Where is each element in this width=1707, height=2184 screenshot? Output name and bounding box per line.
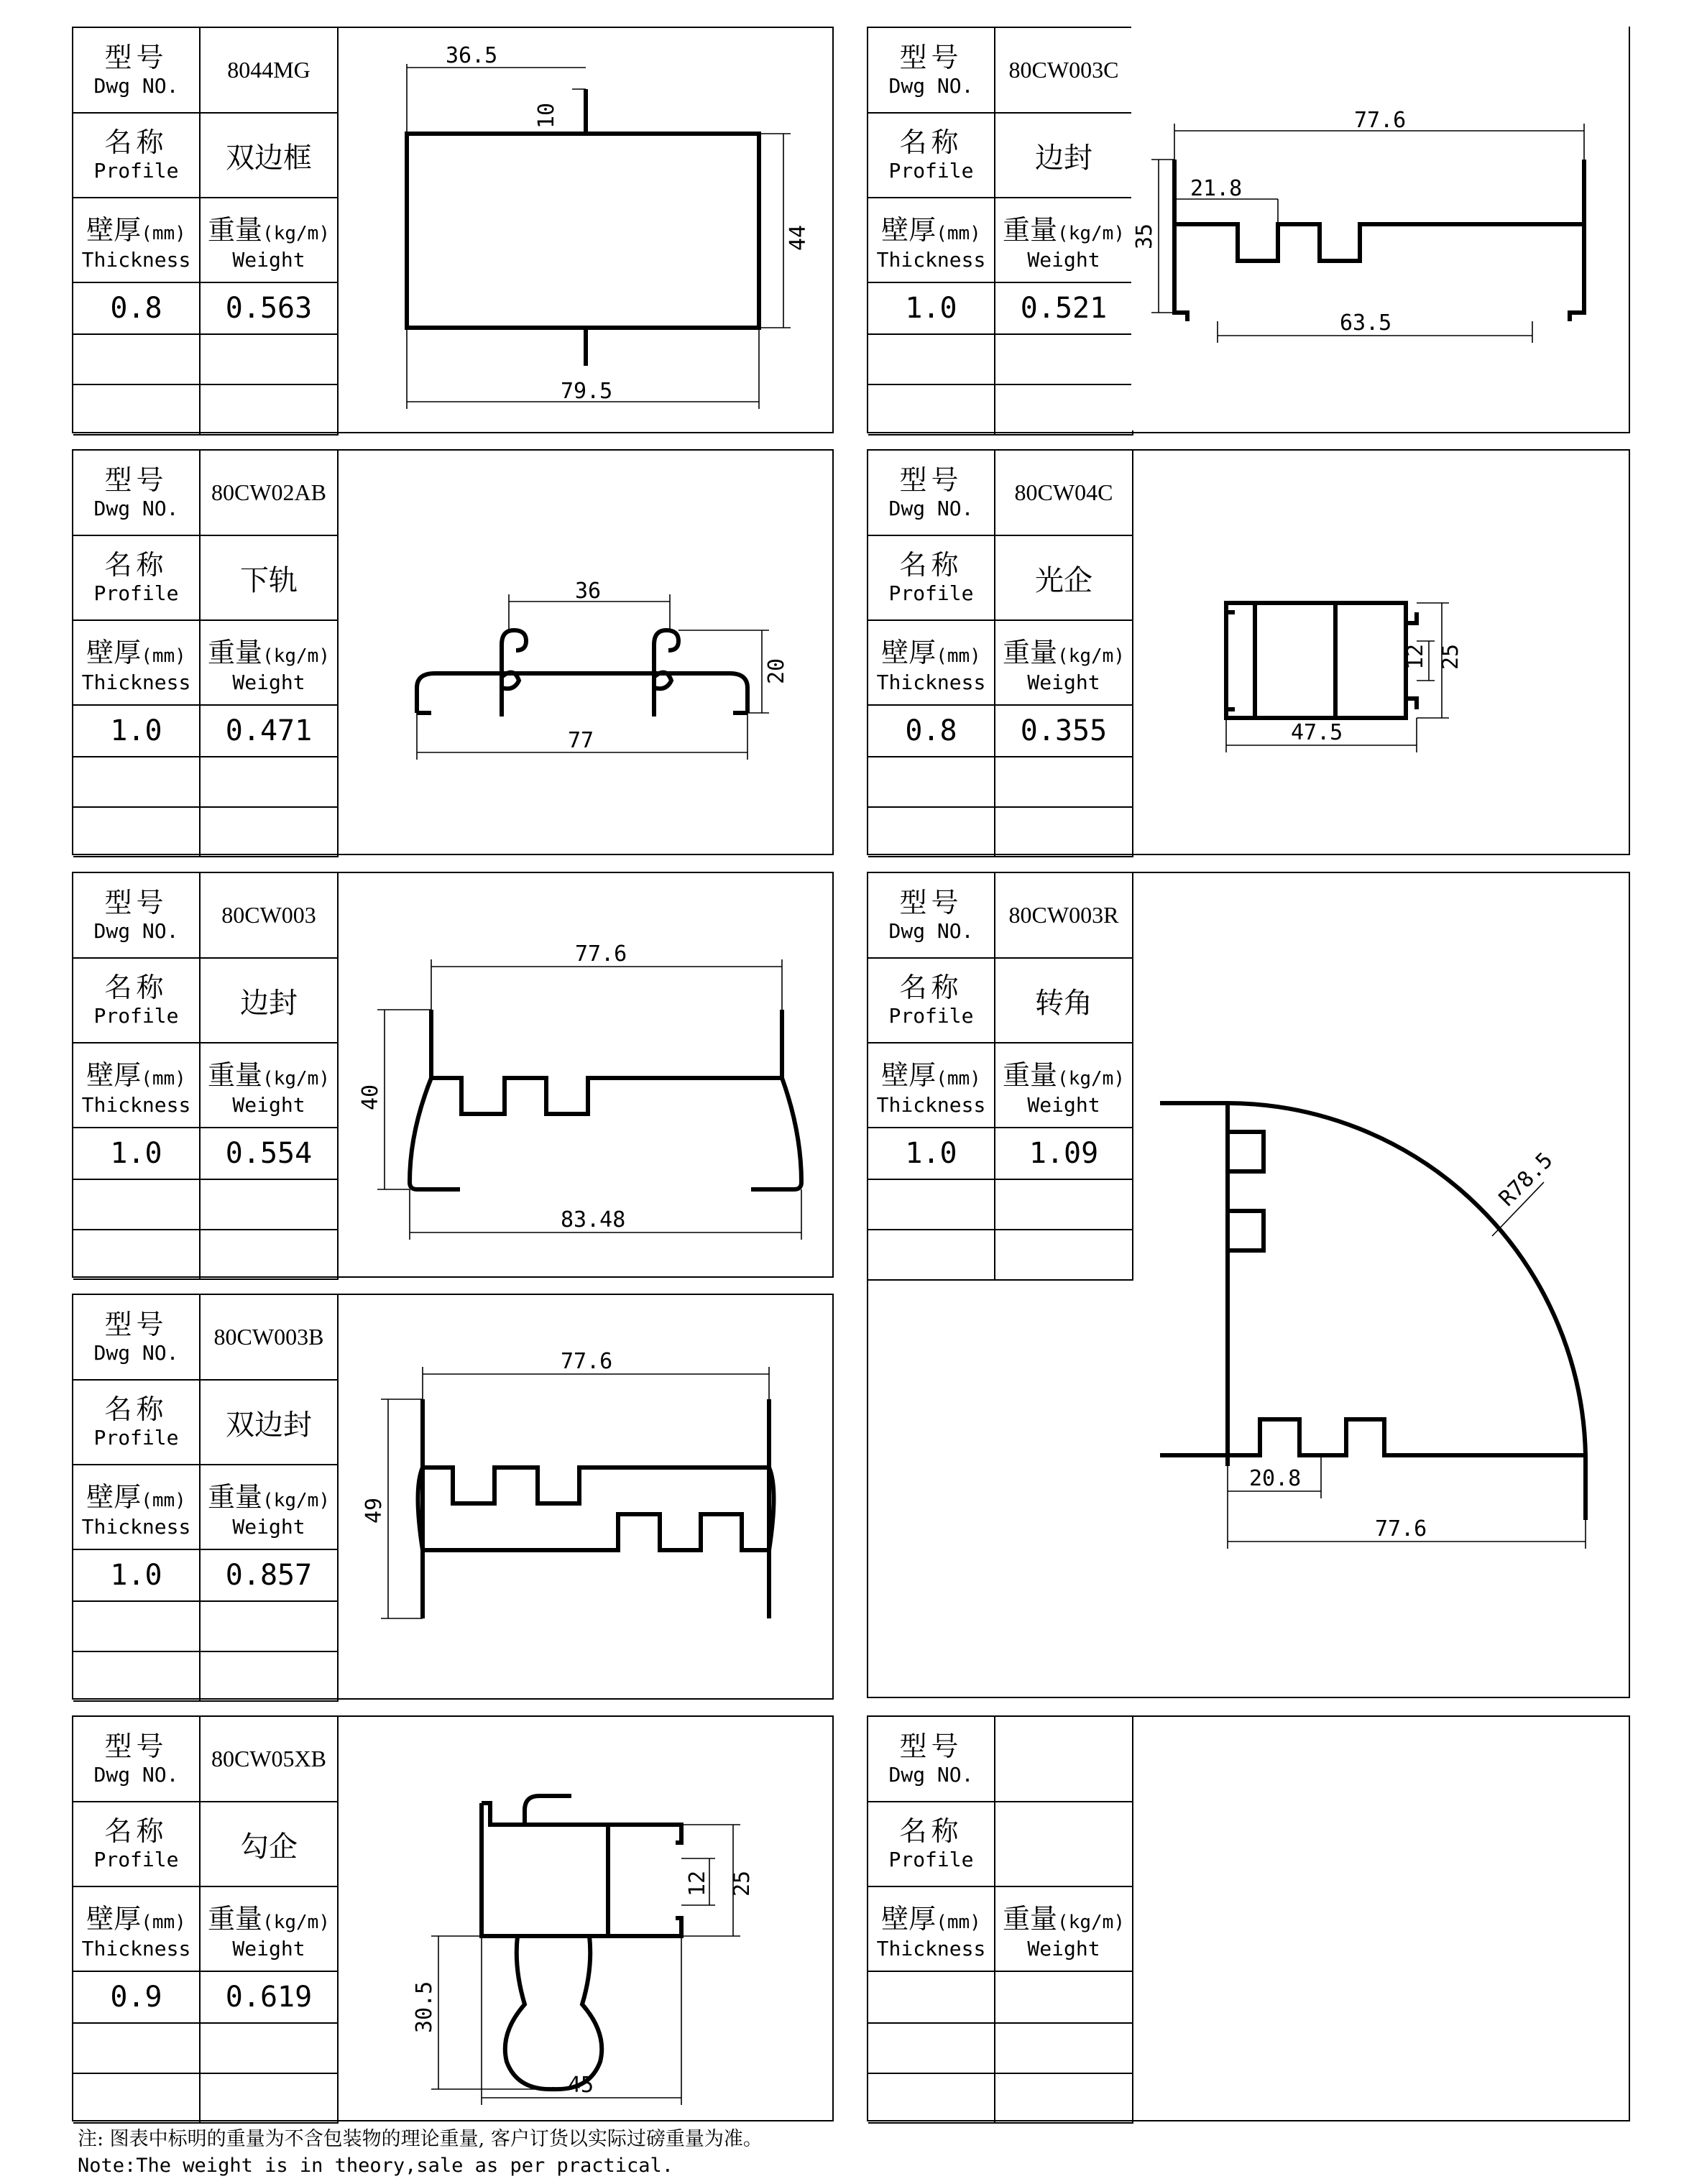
thickness-label: 壁厚(mm) Thickness xyxy=(868,620,995,705)
dim-width: 77.6 xyxy=(561,1349,613,1374)
dim-rail-spacing: 36 xyxy=(575,579,602,604)
dwg-no-label: 型号 Dwg NO. xyxy=(868,28,995,113)
profile-drawing xyxy=(868,873,1629,1697)
dim-outer-height: 25 xyxy=(1438,643,1463,670)
weight-label: 重量(kg/m) Weight xyxy=(995,198,1133,282)
dwg-no-value: 8044MG xyxy=(200,28,338,113)
empty-cell xyxy=(995,2023,1133,2073)
dim-height: 49 xyxy=(362,1497,387,1524)
profile-drawing xyxy=(338,28,834,432)
empty-cell xyxy=(73,757,200,807)
empty-cell xyxy=(200,1179,338,1230)
weight-label: 重量(kg/m) Weight xyxy=(995,1886,1133,1971)
profile-value: 边封 xyxy=(200,958,338,1043)
profile-label: 名称 Profile xyxy=(868,958,995,1043)
profile-card-80cw003b xyxy=(72,1294,834,1700)
dim-width: 45 xyxy=(568,2073,594,2098)
dwg-no-label: 型号 Dwg NO. xyxy=(73,873,200,958)
dwg-no-label: 型号 Dwg NO. xyxy=(868,451,995,535)
empty-cell xyxy=(73,2023,200,2073)
thickness-label: 壁厚(mm) Thickness xyxy=(73,1043,200,1128)
profile-value: 双边封 xyxy=(200,1380,338,1465)
profile-card-80cw05xb xyxy=(72,1715,834,2121)
dwg-no-value: 80CW003 xyxy=(200,873,338,958)
thickness-value: 1.0 xyxy=(868,282,995,334)
dwg-no-label: 型号 Dwg NO. xyxy=(868,873,995,958)
weight-value: 0.619 xyxy=(200,1971,338,2023)
thickness-value: 0.8 xyxy=(73,282,200,334)
empty-cell xyxy=(73,1651,200,1701)
empty-cell xyxy=(200,2023,338,2073)
thickness-label: 壁厚(mm) Thickness xyxy=(73,198,200,282)
profile-card-8044mg xyxy=(72,27,834,433)
dim-width-bottom: 63.5 xyxy=(1340,310,1392,336)
empty-cell xyxy=(73,384,200,435)
dim-fin-height: 10 xyxy=(534,102,559,129)
dwg-no-value: 80CW02AB xyxy=(200,451,338,535)
empty-cell xyxy=(868,334,995,384)
weight-value: 1.09 xyxy=(995,1128,1133,1179)
profile-label: 名称 Profile xyxy=(73,113,200,198)
profile-value: 勾企 xyxy=(200,1802,338,1886)
dim-offset: 21.8 xyxy=(1190,176,1243,201)
dim-width-top: 36.5 xyxy=(446,43,498,68)
empty-cell xyxy=(73,1230,200,1279)
dwg-no-value: 80CW05XB xyxy=(200,1717,338,1802)
dim-height: 35 xyxy=(1132,223,1157,249)
empty-cell xyxy=(200,334,338,384)
dwg-no-value: 80CW003B xyxy=(200,1295,338,1380)
weight-value: 0.355 xyxy=(995,705,1133,757)
empty-cell xyxy=(200,807,338,857)
thickness-label: 壁厚(mm) Thickness xyxy=(73,620,200,705)
profile-value: 边封 xyxy=(995,113,1133,198)
profile-value xyxy=(995,1802,1133,1886)
thickness-label: 壁厚(mm) Thickness xyxy=(868,198,995,282)
dim-width-top: 77.6 xyxy=(1354,108,1407,133)
profile-drawing xyxy=(338,1717,834,2120)
empty-cell xyxy=(995,384,1133,435)
profile-value: 下轨 xyxy=(200,535,338,620)
dwg-no-label: 型号 Dwg NO. xyxy=(73,1295,200,1380)
profile-label: 名称 Profile xyxy=(73,535,200,620)
empty-cell xyxy=(73,334,200,384)
empty-cell xyxy=(73,807,200,857)
empty-cell xyxy=(995,807,1133,857)
weight-label: 重量(kg/m) Weight xyxy=(200,1043,338,1128)
empty-cell xyxy=(200,2073,338,2123)
thickness-label: 壁厚(mm) Thickness xyxy=(868,1886,995,1971)
thickness-value xyxy=(868,1971,995,2023)
dim-handle-height: 30.5 xyxy=(412,1981,437,2033)
dwg-no-value: 80CW003C xyxy=(995,28,1133,113)
weight-label: 重量(kg/m) Weight xyxy=(200,1886,338,1971)
thickness-value: 1.0 xyxy=(73,1549,200,1601)
spec-table xyxy=(73,1717,339,2124)
dim-inner-height: 12 xyxy=(685,1870,710,1897)
dwg-no-value xyxy=(995,1717,1133,1802)
dwg-no-value: 80CW003R xyxy=(995,873,1133,958)
weight-value: 0.563 xyxy=(200,282,338,334)
thickness-value: 1.0 xyxy=(868,1128,995,1179)
thickness-value: 1.0 xyxy=(73,1128,200,1179)
spec-table xyxy=(73,28,339,436)
weight-value xyxy=(995,1971,1133,2023)
empty-cell xyxy=(995,334,1133,384)
profile-card-80cw003r xyxy=(867,872,1630,1698)
weight-label: 重量(kg/m) Weight xyxy=(200,620,338,705)
spec-table xyxy=(73,1295,339,1702)
profile-value: 转角 xyxy=(995,958,1133,1043)
empty-cell xyxy=(868,757,995,807)
empty-cell xyxy=(73,1601,200,1651)
dim-width-bottom: 79.5 xyxy=(561,379,613,404)
weight-value: 0.857 xyxy=(200,1549,338,1601)
profile-label: 名称 Profile xyxy=(73,1380,200,1465)
profile-card-80cw04c xyxy=(867,449,1630,855)
profile-drawing-80cw003c xyxy=(1131,27,1629,430)
profile-drawing xyxy=(338,873,834,1276)
dim-width: 77 xyxy=(568,728,594,753)
spec-table xyxy=(868,451,1133,857)
thickness-value: 0.8 xyxy=(868,705,995,757)
dwg-no-label: 型号 Dwg NO. xyxy=(73,1717,200,1802)
dwg-no-label: 型号 Dwg NO. xyxy=(73,28,200,113)
empty-cell xyxy=(200,757,338,807)
dim-width-top: 77.6 xyxy=(575,941,627,967)
dwg-no-value: 80CW04C xyxy=(995,451,1133,535)
spec-table xyxy=(868,1717,1133,2124)
thickness-value: 0.9 xyxy=(73,1971,200,2023)
thickness-label: 壁厚(mm) Thickness xyxy=(868,1043,995,1128)
empty-cell xyxy=(995,757,1133,807)
thickness-label: 壁厚(mm) Thickness xyxy=(73,1465,200,1549)
weight-label: 重量(kg/m) Weight xyxy=(200,1465,338,1549)
empty-cell xyxy=(73,2073,200,2123)
profile-label: 名称 Profile xyxy=(868,535,995,620)
empty-cell xyxy=(868,807,995,857)
weight-value: 0.471 xyxy=(200,705,338,757)
weight-label: 重量(kg/m) Weight xyxy=(995,620,1133,705)
profile-label: 名称 Profile xyxy=(73,958,200,1043)
empty-cell xyxy=(73,1179,200,1230)
dim-height: 20 xyxy=(764,658,789,684)
spec-table xyxy=(73,873,339,1280)
spec-table xyxy=(73,451,339,857)
profile-label: 名称 Profile xyxy=(868,1802,995,1886)
dim-radius: R78.5 xyxy=(1494,1148,1558,1212)
weight-label: 重量(kg/m) Weight xyxy=(995,1043,1133,1128)
profile-card-80cw02ab xyxy=(72,449,834,855)
empty-cell xyxy=(200,384,338,435)
empty-cell xyxy=(200,1651,338,1701)
profile-label: 名称 Profile xyxy=(73,1802,200,1886)
empty-cell xyxy=(868,2073,995,2123)
dim-inner-height: 12 xyxy=(1403,643,1428,670)
dim-width-bottom: 83.48 xyxy=(561,1207,626,1232)
spec-table xyxy=(868,28,1133,436)
dim-height: 44 xyxy=(786,224,811,251)
dwg-no-label: 型号 Dwg NO. xyxy=(868,1717,995,1802)
profile-card-80cw003 xyxy=(72,872,834,1278)
profile-card-blank xyxy=(867,1715,1630,2121)
weight-label: 重量(kg/m) Weight xyxy=(200,198,338,282)
dim-width: 77.6 xyxy=(1375,1516,1427,1542)
dwg-no-label: 型号 Dwg NO. xyxy=(73,451,200,535)
profile-drawing xyxy=(338,1295,834,1698)
profile-drawing xyxy=(338,451,834,854)
profile-value: 双边框 xyxy=(200,113,338,198)
weight-value: 0.554 xyxy=(200,1128,338,1179)
weight-value: 0.521 xyxy=(995,282,1133,334)
dim-outer-height: 25 xyxy=(730,1870,755,1897)
dim-offset: 20.8 xyxy=(1249,1466,1302,1491)
thickness-value: 1.0 xyxy=(73,705,200,757)
dim-height: 40 xyxy=(358,1084,383,1110)
empty-cell xyxy=(868,384,995,435)
empty-cell xyxy=(200,1230,338,1279)
profile-value: 光企 xyxy=(995,535,1133,620)
footer-note-en: Note:The weight is in theory,sale as per practical. xyxy=(78,2155,674,2177)
profile-label: 名称 Profile xyxy=(868,113,995,198)
empty-cell xyxy=(995,2073,1133,2123)
footer-note-cn: 注: 图表中标明的重量为不含包装物的理论重量, 客户订货以实际过磅重量为准。 xyxy=(78,2128,763,2150)
empty-cell xyxy=(200,1601,338,1651)
thickness-label: 壁厚(mm) Thickness xyxy=(73,1886,200,1971)
dim-width: 47.5 xyxy=(1291,720,1343,745)
empty-cell xyxy=(868,2023,995,2073)
profile-drawing xyxy=(1133,451,1630,854)
